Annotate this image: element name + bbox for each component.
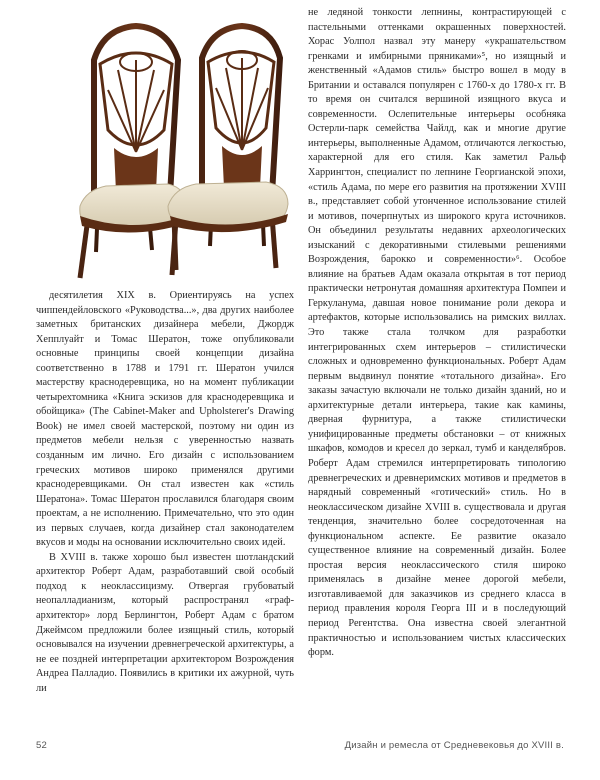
paragraph: десятилетия XIX в. Ориентируясь на успех чиппендейловского «Руководства...», два других наиболее заметных британских дизайнера мебели, Джордж Хепплуайт и Томас Шератон, тоже опубликовали основные принципы своей концепции дизайна соответственно в 1788 и 1791 гг. Шератон учился мастерству краснодеревщика, но на момент публикации четырехтомника «Книга эскизов для краснодеревщика и обойщика» (The Cabinet-Maker and Upholsterer's Drawing Book) не имел своей мастерской, поэтому ни один из предметов мебели нельзя с уверенностью назвать созданным им лично. Его дизайн с использованием греческих мотивов широко применялся другими краснодеревщиками. Он стал известен как «стиль Шератона». Томас Шератон прославился благодаря своим проектам, а не исполнению. Примечательно, что это один из первых случаев, когда дизайнер стал законодателем вкусов и моды на основании исключительно своих идей. (36, 290, 294, 549)
paragraph: не ледяной тонкости лепнины, контрастирующей с пастельными оттенками окрашенных поверхностей. Хорас Уолпол назвал эту манеру «украшательством гренками и имбирными пряниками»⁵, но изящный и женственный «Адамов стиль» быстро вошел в моду в Британии и оставался популярен с 1760-х до 1780-х гг. В то время он считался вершиной изящного вкуса и современности. Ослепительные интерьеры особняка Остерли-парк семейства Чайлд, как и многие другие интерьеры, выполненные Адамом, отличаются легкостью, характерной для его стиля. Как заметил Ральф Харрингтон, специалист по лепнине Георгианской эпохи, «стиль Адама, по мере его развития на протяжении XVIII в., представляет собой утонченное использование стилей и мотивов, почерпнутых из широкого круга источников. Он объединил результаты недавних археологических изысканий с декоративными стилевыми решениями Возрождения, барокко и современности»⁶. Особое влияние на братьев Адам оказала открытая в тот период практически нетронутая домашняя архитектура Помпеи и Геркуланума, давшая новое понимание роли декора и артефактов, которые использовались на римских виллах. Это также стала толчком для разработки интегрированных схем интерьеров – стилистически сложных и одновременно функциональных. Роберт Адам первым выдвинул понятие «тотального дизайна». Его заказы зачастую включали не только дизайн зданий, но и архитектурные детали интерьера, такие как камины, дверная фурнитура, а также стилистически унифицированные предметы обстановки – от книжных шкафов, комодов и кресел до зеркал, тумб и канделябров. Роберт Адам стремился интерпретировать типологию древнегреческих и древнеримских мотивов и предметов в нарядный современный «готический» стиль. Но в неоклассическом дизайне XVIII в. существовала и другая тенденция, значительно более сосредоточенная на функциональном аспекте. Ее развитие оказало существенное влияние на современный дизайн. Более простая версия неоклассического стиля широко применялась в дизайне менее дорогой мебели, изготавливаемой для заказчиков из среднего класса в период правления короля Георга III и в последующий период Регентства. Она известна своей элегантной практичностью и использованием чистых классических форм. (308, 7, 566, 659)
chairs-photo (36, 20, 292, 282)
chairs-photo-icon (36, 20, 292, 282)
page-number: 52 (36, 740, 47, 751)
paragraph: В XVIII в. также хорошо был известен шотландский архитектор Роберт Адам, разработавший свой особый подход к неоклассицизму. Отвергая грубоватый неопалладианизм, который распространял «граф-архитектор» лорд Берлингтон, Роберт Адам с братом Джеймсом предложили более изящный стиль, который основывался на изучении древнегреческой архитектуры, а не ее поздней интерпретации архитектором Возрождения Андреа Палладио. Появились в критики их ажурной, чуть ли (36, 551, 294, 694)
page-footer (36, 740, 564, 756)
right-text-column (308, 6, 566, 661)
left-text-column (36, 289, 294, 696)
running-title: Дизайн и ремесла от Средневековья до XVIII в. (344, 740, 564, 751)
